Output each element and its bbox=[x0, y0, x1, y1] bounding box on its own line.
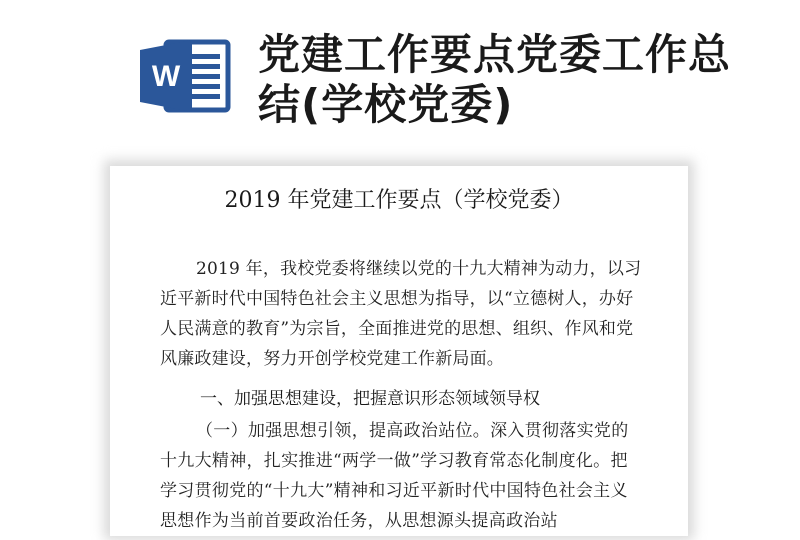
page-title: 党建工作要点党委工作总结(学校党委) bbox=[258, 30, 732, 129]
document-title: 2019 年党建工作要点（学校党委） bbox=[224, 188, 574, 213]
word-icon bbox=[140, 38, 232, 114]
header-banner bbox=[0, 0, 800, 150]
paragraph-section1: （一）加强思想引领，提高政治站位。深入贯彻落实党的十九大精神，扎实推进“两学一做”学习教育常态化制度化。把学习贯彻党的“十九大”精神和习近平新时代中国特色社会主义思想作为当前首要政治任务，从思想源头提高政治站 bbox=[160, 421, 629, 531]
word-icon-letter: W bbox=[151, 60, 181, 93]
section-heading: 一、加强思想建设，把握意识形态领域领导权 bbox=[200, 389, 540, 409]
document-page bbox=[110, 166, 688, 536]
paragraph-intro: 2019 年，我校党委将继续以党的十九大精神为动力，以习近平新时代中国特色社会主义思想为指导，以“立德树人，办好人民满意的教育”为宗旨，全面推进党的思想、组织、作风和党风廉政建设，努力开创学校党建工作新局面。 bbox=[160, 259, 642, 369]
